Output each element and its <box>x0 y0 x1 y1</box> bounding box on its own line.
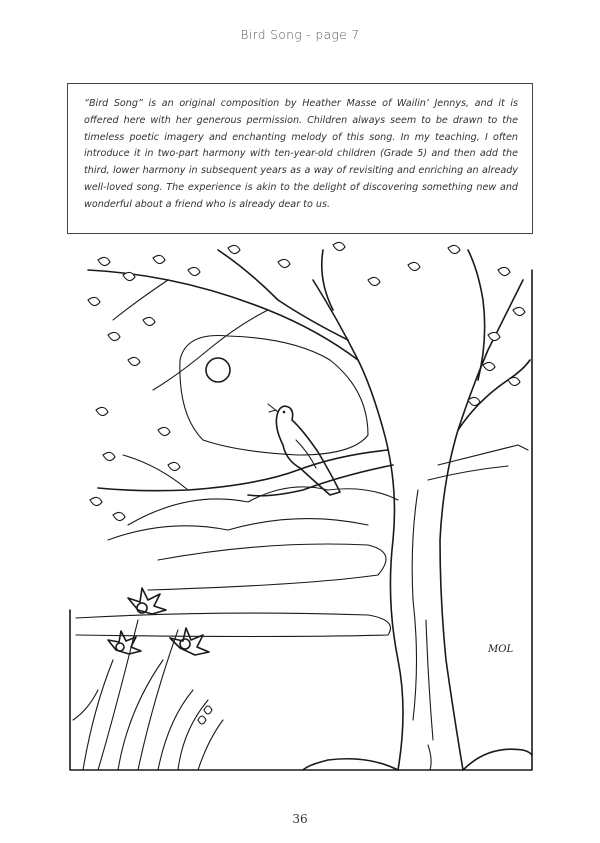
hill-middle <box>108 519 368 540</box>
page-number: 36 <box>292 812 308 826</box>
branch-top-center <box>322 250 333 310</box>
bird-song-illustration <box>68 240 534 775</box>
branch-right <box>458 360 530 430</box>
branch-twig-3 <box>113 280 168 320</box>
intro-paragraph: “Bird Song” is an original composition by Heather Masse of Wailin’ Jennys, and it is offered here with her generous permission. Children always seem to be drawn to the timeless poetic imagery and enchanting melody of this song. In my teaching, I often introduce it in two-part harmony with ten-year-old children (Grade 5) and then add the third, lower harmony in subsequent years as a way of revisiting and enriching an already well-loved song. The experience is akin to the delight of discovering something new and wonderful about a friend who is already dear to us. <box>84 98 518 210</box>
root-left <box>303 759 398 770</box>
sky-shape <box>180 336 368 456</box>
branch-twig-1 <box>153 310 268 390</box>
branch-upper-left <box>88 270 358 360</box>
river-upper-bank <box>148 544 386 590</box>
branch-twig-2 <box>123 455 188 490</box>
root-right <box>463 749 532 770</box>
intro-text-box <box>67 83 533 234</box>
trunk-left-edge <box>313 280 403 770</box>
root-middle <box>428 745 431 770</box>
moon-icon <box>206 358 230 382</box>
river-lower-bank <box>76 613 391 636</box>
branch-upper-right <box>468 250 485 380</box>
daffodil-flower-3 <box>108 631 141 654</box>
grass-buds <box>198 706 212 724</box>
hill-back <box>128 487 398 525</box>
leaves <box>88 242 525 520</box>
trunk-texture-2 <box>426 620 433 740</box>
bird-eye <box>283 411 286 414</box>
hill-right-lower <box>428 466 508 480</box>
trunk-right-edge <box>440 280 523 770</box>
page-header-title: Bird Song - page 7 <box>240 28 360 42</box>
frame-border <box>70 270 532 770</box>
bird-beak-lower <box>269 410 276 412</box>
artist-signature: MOL <box>488 644 514 655</box>
line-drawing <box>68 240 534 775</box>
trunk-texture-1 <box>412 490 418 720</box>
branch-lower-left <box>98 450 388 491</box>
